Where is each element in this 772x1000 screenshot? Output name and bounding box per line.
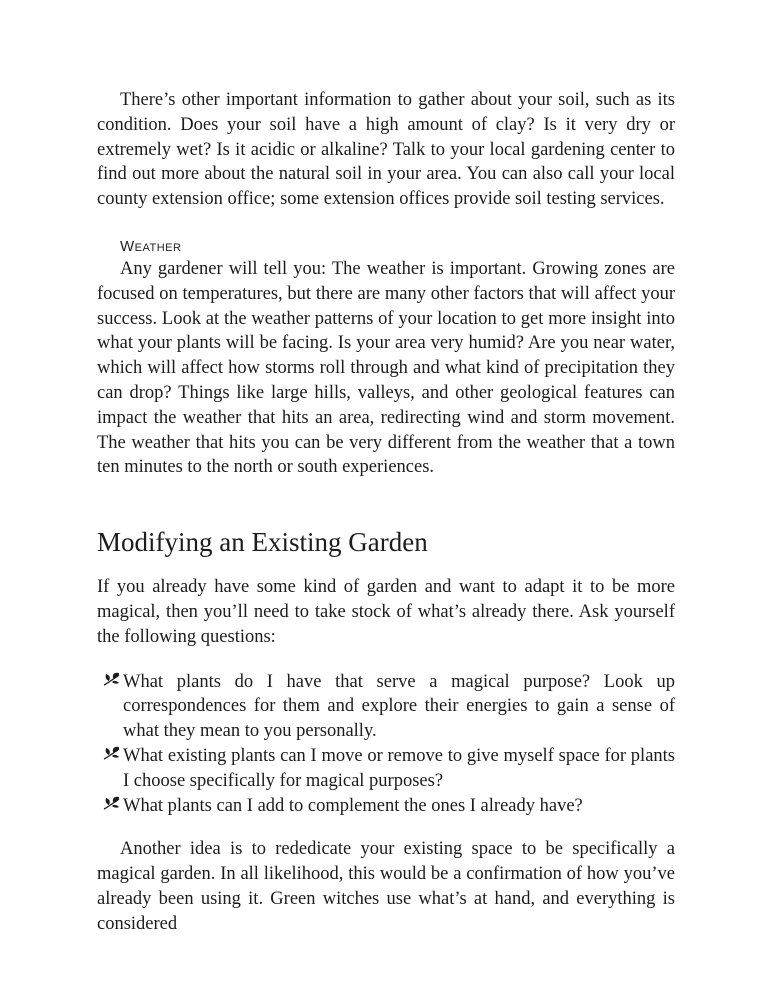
section-heading: Modifying an Existing Garden xyxy=(97,527,428,558)
book-page xyxy=(97,88,675,937)
list-item xyxy=(97,744,675,794)
weather-subheading: Weather xyxy=(120,237,182,255)
leaf-bullet-icon xyxy=(103,671,121,689)
weather-paragraph: Any gardener will tell you: The weather is important. Growing zones are focused on temperatures, but there are many other factors that will affect your success. Look at the weather patterns of your location to get more insight into what your plants will be facing. Is your area very humid? Are you near water, which will affect how storms roll through and what kind of precipitation they can drop? Things like large hills, valleys, and other geological features can impact the weather that hits an area, redirecting wind and storm movement. The weather that hits you can be very different from the weather that a town ten minutes to the north or south experiences. xyxy=(97,258,675,478)
soil-paragraph: There’s other important information to gather about your soil, such as its condition. Does your soil have a high amount of clay? Is it very dry or extremely wet? Is it acidic or alkaline? Talk to your local gardening center to find out more about the natural soil in your area. You can also call your local county extension office; some extension offices provide soil testing services. xyxy=(97,90,675,210)
list-item xyxy=(97,794,675,819)
questions-list xyxy=(97,670,675,819)
list-item-text: What plants do I have that serve a magical purpose? Look up correspondences for them and explore their energies to gain a sense of what they mean to you personally. xyxy=(123,671,675,742)
list-item-text: What existing plants can I move or remove to give myself space for plants I choose specifically for magical purposes? xyxy=(123,745,675,791)
leaf-bullet-icon xyxy=(103,795,121,813)
closing-paragraph: Another idea is to rededicate your existing space to be specifically a magical garden. In all likelihood, this would be a confirmation of how you’ve already been using it. Green witches use what’s at hand, and everything is considered xyxy=(97,839,675,934)
leaf-bullet-icon xyxy=(103,745,121,763)
list-item-text: What plants can I add to complement the ones I already have? xyxy=(123,795,583,816)
list-item xyxy=(97,670,675,744)
intro-paragraph: If you already have some kind of garden and want to adapt it to be more magical, then you’ll need to take stock of what’s already there. Ask yourself the following questions: xyxy=(97,577,675,647)
